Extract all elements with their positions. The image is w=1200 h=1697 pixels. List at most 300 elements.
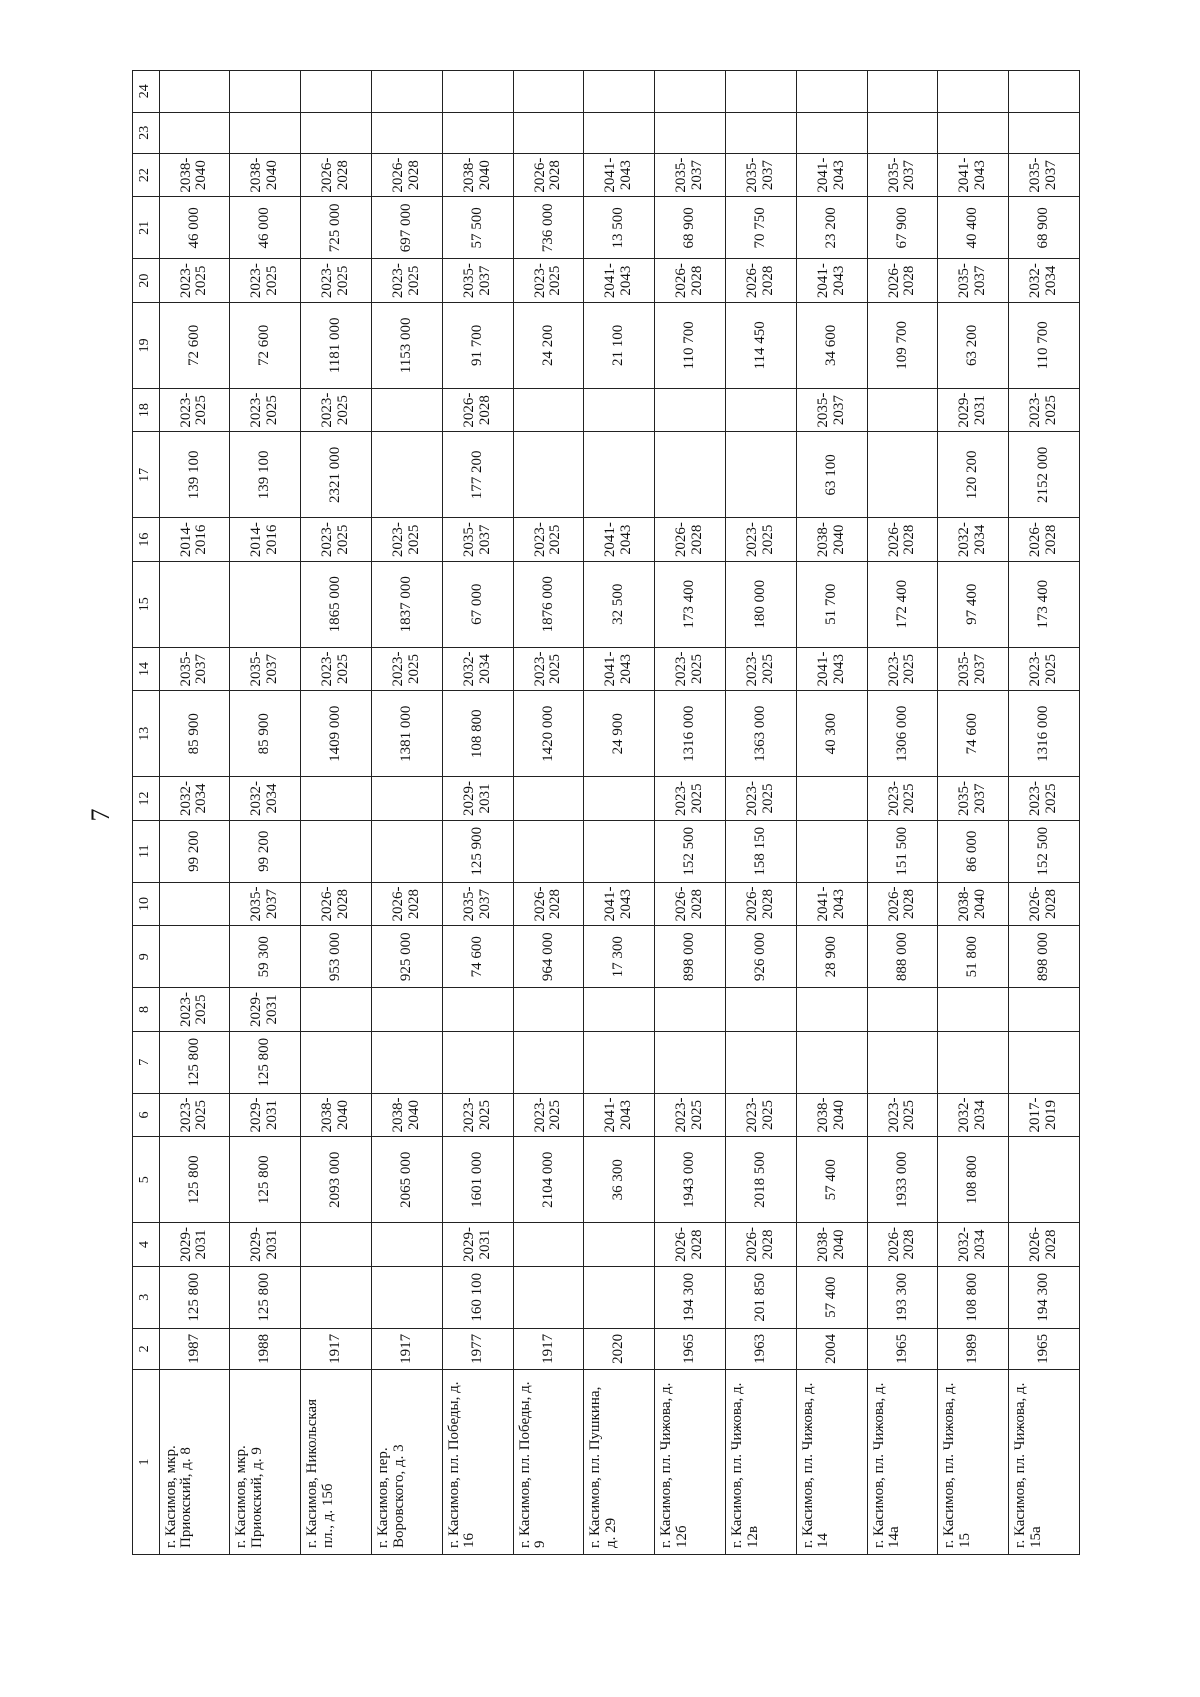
table-cell: 2032-2034 (159, 777, 230, 821)
table-cell: 2026-2028 (655, 259, 726, 303)
table-cell (655, 71, 726, 113)
table-cell: 2038-2040 (796, 1093, 867, 1137)
table-cell: 2026-2028 (867, 882, 938, 926)
table-cell (867, 988, 938, 1032)
table-cell: 2041-2043 (584, 882, 655, 926)
table-cell: 180 000 (725, 561, 796, 647)
table-cell (584, 1031, 655, 1093)
table-cell (655, 388, 726, 432)
table-cell: 2026-2028 (442, 388, 513, 432)
table-cell: 194 300 (1009, 1266, 1080, 1328)
table-cell: 2035-2037 (938, 259, 1009, 303)
column-number-cell: 13 (133, 691, 160, 777)
address-cell: г. Касимов, пл. Пушкина, д. 29 (584, 1370, 655, 1555)
table-cell (371, 71, 442, 113)
table-row (371, 71, 442, 1555)
table-row (796, 71, 867, 1555)
table-cell (655, 112, 726, 153)
table-cell: 2026-2028 (655, 518, 726, 562)
table-cell: 2023-2025 (513, 259, 584, 303)
table-cell: 925 000 (371, 926, 442, 988)
table-cell: 2026-2028 (371, 153, 442, 197)
table-cell: 2035-2037 (159, 647, 230, 691)
table-cell (230, 71, 301, 113)
table-cell: 1943 000 (655, 1137, 726, 1223)
table-cell (301, 1031, 372, 1093)
table-cell (513, 71, 584, 113)
table-cell: 1963 (725, 1328, 796, 1369)
table-cell: 177 200 (442, 432, 513, 518)
column-number-cell: 4 (133, 1223, 160, 1267)
table-cell (796, 777, 867, 821)
table-cell: 2023-2025 (301, 388, 372, 432)
table-cell: 2023-2025 (655, 1093, 726, 1137)
table-cell (371, 388, 442, 432)
table-cell (513, 1031, 584, 1093)
column-number-cell: 16 (133, 518, 160, 562)
table-cell: 2041-2043 (796, 153, 867, 197)
table-cell: 1917 (513, 1328, 584, 1369)
column-number-cell: 11 (133, 820, 160, 882)
table-cell: 2032-2034 (230, 777, 301, 821)
table-cell: 2032-2034 (938, 1093, 1009, 1137)
table-cell: 898 000 (1009, 926, 1080, 988)
table-cell (513, 432, 584, 518)
table-cell: 1988 (230, 1328, 301, 1369)
table-cell: 108 800 (442, 691, 513, 777)
table-cell (796, 71, 867, 113)
table-cell: 2026-2028 (513, 882, 584, 926)
table-cell: 74 600 (938, 691, 1009, 777)
table-cell: 68 900 (1009, 197, 1080, 259)
table-cell: 2035-2037 (725, 153, 796, 197)
table-cell: 2038-2040 (938, 882, 1009, 926)
table-cell: 125 900 (442, 820, 513, 882)
table-cell: 2321 000 (301, 432, 372, 518)
table-cell: 1989 (938, 1328, 1009, 1369)
table-cell: 2026-2028 (301, 882, 372, 926)
table-cell: 51 700 (796, 561, 867, 647)
table-cell: 114 450 (725, 302, 796, 388)
table-cell: 2023-2025 (159, 988, 230, 1032)
table-cell (938, 112, 1009, 153)
table-cell (867, 112, 938, 153)
table-cell: 2029-2031 (442, 1223, 513, 1267)
table-cell: 1420 000 (513, 691, 584, 777)
address-cell: г. Касимов, мкр. Приокский, д. 8 (159, 1370, 230, 1555)
table-cell (655, 1031, 726, 1093)
table-cell (371, 777, 442, 821)
column-number-cell: 15 (133, 561, 160, 647)
table-cell: 2023-2025 (1009, 388, 1080, 432)
table-cell: 173 400 (1009, 561, 1080, 647)
table-cell: 2026-2028 (655, 1223, 726, 1267)
table-cell (867, 71, 938, 113)
table-cell: 85 900 (159, 691, 230, 777)
table-cell: 725 000 (301, 197, 372, 259)
table-cell: 125 800 (230, 1266, 301, 1328)
table-cell: 109 700 (867, 302, 938, 388)
table-cell: 697 000 (371, 197, 442, 259)
table-cell: 24 200 (513, 302, 584, 388)
table-row (655, 71, 726, 1555)
table-cell: 2023-2025 (725, 518, 796, 562)
column-number-cell: 9 (133, 926, 160, 988)
table-cell (159, 112, 230, 153)
table-cell: 2023-2025 (230, 388, 301, 432)
table-cell: 2017-2019 (1009, 1093, 1080, 1137)
table-cell (584, 112, 655, 153)
table-cell: 158 150 (725, 820, 796, 882)
table-cell: 160 100 (442, 1266, 513, 1328)
column-number-cell: 5 (133, 1137, 160, 1223)
table-cell: 120 200 (938, 432, 1009, 518)
table-cell: 2023-2025 (655, 647, 726, 691)
table-cell: 2029-2031 (230, 1093, 301, 1137)
column-number-cell: 1 (133, 1370, 160, 1555)
table-cell: 2023-2025 (513, 518, 584, 562)
table-cell: 57 400 (796, 1266, 867, 1328)
address-cell: г. Касимов, пл. Чижова, д. 14 (796, 1370, 867, 1555)
table-cell: 2004 (796, 1328, 867, 1369)
table-cell (584, 432, 655, 518)
table-cell: 68 900 (655, 197, 726, 259)
table-cell (1009, 1137, 1080, 1223)
table-cell: 91 700 (442, 302, 513, 388)
table-cell: 2023-2025 (230, 259, 301, 303)
table-cell: 13 500 (584, 197, 655, 259)
table-row (1009, 71, 1080, 1555)
table-cell (938, 988, 1009, 1032)
table-cell: 2029-2031 (230, 1223, 301, 1267)
table-cell: 57 500 (442, 197, 513, 259)
table-cell (938, 1031, 1009, 1093)
column-number-cell: 21 (133, 197, 160, 259)
table-cell: 2026-2028 (655, 882, 726, 926)
table-cell (301, 71, 372, 113)
table-cell: 34 600 (796, 302, 867, 388)
table-cell: 2026-2028 (371, 882, 442, 926)
table-cell (159, 882, 230, 926)
table-cell: 2014-2016 (230, 518, 301, 562)
table-cell (442, 1031, 513, 1093)
column-number-cell: 14 (133, 647, 160, 691)
table-cell: 1965 (1009, 1328, 1080, 1369)
table-cell: 2041-2043 (938, 153, 1009, 197)
table-cell: 888 000 (867, 926, 938, 988)
table-cell (796, 1031, 867, 1093)
table-cell: 125 800 (159, 1137, 230, 1223)
table-cell (371, 1031, 442, 1093)
table-cell: 28 900 (796, 926, 867, 988)
table-cell: 125 800 (159, 1031, 230, 1093)
column-number-cell: 19 (133, 302, 160, 388)
table-cell: 2023-2025 (655, 777, 726, 821)
table-cell: 2026-2028 (513, 153, 584, 197)
table-cell: 2029-2031 (442, 777, 513, 821)
table-cell: 86 000 (938, 820, 1009, 882)
table-cell: 2023-2025 (725, 647, 796, 691)
table-cell: 2023-2025 (442, 1093, 513, 1137)
table-cell: 2038-2040 (442, 153, 513, 197)
table-cell: 1865 000 (301, 561, 372, 647)
table-cell: 172 400 (867, 561, 938, 647)
address-cell: г. Касимов, мкр. Приокский, д. 9 (230, 1370, 301, 1555)
table-cell: 2014-2016 (159, 518, 230, 562)
table-cell: 125 800 (230, 1137, 301, 1223)
table-row (584, 71, 655, 1555)
column-number-cell: 20 (133, 259, 160, 303)
table-cell: 1181 000 (301, 302, 372, 388)
table-container (132, 70, 1080, 1555)
column-number-cell: 7 (133, 1031, 160, 1093)
column-number-cell: 12 (133, 777, 160, 821)
table-cell: 152 500 (1009, 820, 1080, 882)
address-cell: г. Касимов, Никольская пл., д. 15б (301, 1370, 372, 1555)
table-cell: 2041-2043 (584, 259, 655, 303)
table-cell: 2023-2025 (867, 777, 938, 821)
address-cell: г. Касимов, пл. Чижова, д. 15а (1009, 1370, 1080, 1555)
table-cell (1009, 71, 1080, 113)
table-cell: 2026-2028 (867, 518, 938, 562)
table-cell: 1837 000 (371, 561, 442, 647)
address-cell: г. Касимов, пл. Чижова, д. 14а (867, 1370, 938, 1555)
table-cell: 2023-2025 (867, 1093, 938, 1137)
table-cell: 2038-2040 (796, 1223, 867, 1267)
table-cell: 110 700 (655, 302, 726, 388)
table-cell: 2041-2043 (796, 259, 867, 303)
table-cell (725, 388, 796, 432)
column-number-cell: 6 (133, 1093, 160, 1137)
table-cell: 2104 000 (513, 1137, 584, 1223)
table-cell (584, 777, 655, 821)
table-cell (655, 988, 726, 1032)
table-cell: 51 800 (938, 926, 1009, 988)
column-number-cell: 23 (133, 112, 160, 153)
table-cell: 2038-2040 (301, 1093, 372, 1137)
table-cell: 2041-2043 (584, 153, 655, 197)
table-cell: 2038-2040 (159, 153, 230, 197)
table-cell: 926 000 (725, 926, 796, 988)
table-row (230, 71, 301, 1555)
table-cell: 2041-2043 (584, 647, 655, 691)
table-cell: 1917 (301, 1328, 372, 1369)
table-cell (371, 1266, 442, 1328)
table-cell: 2041-2043 (584, 1093, 655, 1137)
table-cell: 2035-2037 (1009, 153, 1080, 197)
table-cell: 1381 000 (371, 691, 442, 777)
table-cell: 898 000 (655, 926, 726, 988)
table-cell: 67 000 (442, 561, 513, 647)
table-cell (301, 1223, 372, 1267)
table-cell (159, 926, 230, 988)
table-cell: 108 800 (938, 1137, 1009, 1223)
table-cell: 70 750 (725, 197, 796, 259)
table-cell: 32 500 (584, 561, 655, 647)
table-cell: 2023-2025 (301, 647, 372, 691)
table-row (513, 71, 584, 1555)
table-cell: 1965 (655, 1328, 726, 1369)
table-cell (301, 112, 372, 153)
table-cell: 63 100 (796, 432, 867, 518)
table-cell (513, 820, 584, 882)
table-cell: 2023-2025 (1009, 777, 1080, 821)
table-cell: 193 300 (867, 1266, 938, 1328)
table-cell: 74 600 (442, 926, 513, 988)
table-cell: 1933 000 (867, 1137, 938, 1223)
table-cell: 40 400 (938, 197, 1009, 259)
address-cell: г. Касимов, пл. Чижова, д. 15 (938, 1370, 1009, 1555)
table-cell (513, 988, 584, 1032)
table-cell (371, 432, 442, 518)
table-cell: 953 000 (301, 926, 372, 988)
column-number-cell: 2 (133, 1328, 160, 1369)
table-cell: 2035-2037 (938, 777, 1009, 821)
table-cell: 201 850 (725, 1266, 796, 1328)
table-cell: 2023-2025 (159, 388, 230, 432)
address-cell: г. Касимов, пер. Воровского, д. 3 (371, 1370, 442, 1555)
table-cell: 139 100 (159, 432, 230, 518)
table-cell (867, 388, 938, 432)
table-cell: 2032-2034 (938, 1223, 1009, 1267)
table-cell: 36 300 (584, 1137, 655, 1223)
table-cell (230, 561, 301, 647)
table-cell: 2023-2025 (159, 259, 230, 303)
column-number-cell: 22 (133, 153, 160, 197)
table-cell (725, 1031, 796, 1093)
table-cell: 2038-2040 (230, 153, 301, 197)
data-table (132, 70, 1080, 1555)
table-cell: 46 000 (159, 197, 230, 259)
table-cell: 2035-2037 (442, 259, 513, 303)
table-cell (513, 1223, 584, 1267)
table-cell: 17 300 (584, 926, 655, 988)
table-cell (301, 777, 372, 821)
column-number-cell: 8 (133, 988, 160, 1032)
table-row (938, 71, 1009, 1555)
table-cell: 2023-2025 (371, 518, 442, 562)
table-cell (1009, 112, 1080, 153)
table-cell (159, 71, 230, 113)
table-cell: 1409 000 (301, 691, 372, 777)
table-cell: 2038-2040 (796, 518, 867, 562)
table-cell: 151 500 (867, 820, 938, 882)
table-cell: 964 000 (513, 926, 584, 988)
table-cell (584, 988, 655, 1032)
table-cell (725, 112, 796, 153)
table-cell: 2026-2028 (725, 882, 796, 926)
table-cell: 152 500 (655, 820, 726, 882)
column-number-cell: 10 (133, 882, 160, 926)
table-cell (513, 777, 584, 821)
table-cell (796, 988, 867, 1032)
table-cell: 2023-2025 (371, 647, 442, 691)
table-cell: 1153 000 (371, 302, 442, 388)
table-cell (867, 1031, 938, 1093)
table-cell: 2029-2031 (938, 388, 1009, 432)
column-number-cell: 18 (133, 388, 160, 432)
column-number-cell: 17 (133, 432, 160, 518)
column-number-cell: 3 (133, 1266, 160, 1328)
table-cell: 194 300 (655, 1266, 726, 1328)
table-cell: 63 200 (938, 302, 1009, 388)
table-cell (584, 1223, 655, 1267)
table-cell (1009, 1031, 1080, 1093)
page-number: 7 (86, 808, 115, 822)
table-cell (230, 112, 301, 153)
table-cell: 2035-2037 (442, 518, 513, 562)
table-cell: 99 200 (159, 820, 230, 882)
table-cell: 1601 000 (442, 1137, 513, 1223)
table-cell (725, 988, 796, 1032)
table-cell (725, 71, 796, 113)
table-cell (584, 388, 655, 432)
table-cell: 108 800 (938, 1266, 1009, 1328)
table-cell: 2026-2028 (867, 1223, 938, 1267)
table-cell: 2035-2037 (867, 153, 938, 197)
table-cell (371, 112, 442, 153)
table-cell: 2020 (584, 1328, 655, 1369)
table-cell: 57 400 (796, 1137, 867, 1223)
table-cell: 2023-2025 (513, 1093, 584, 1137)
table-cell (867, 432, 938, 518)
table-cell: 2023-2025 (159, 1093, 230, 1137)
table-cell: 40 300 (796, 691, 867, 777)
table-cell: 1917 (371, 1328, 442, 1369)
table-cell: 2029-2031 (159, 1223, 230, 1267)
table-cell (584, 820, 655, 882)
table-cell (1009, 988, 1080, 1032)
table-cell: 2035-2037 (230, 882, 301, 926)
table-row (867, 71, 938, 1555)
table-cell: 23 200 (796, 197, 867, 259)
table-cell: 21 100 (584, 302, 655, 388)
table-cell: 2035-2037 (442, 882, 513, 926)
table-cell: 2023-2025 (371, 259, 442, 303)
address-cell: г. Касимов, пл. Победы, д. 16 (442, 1370, 513, 1555)
table-cell: 97 400 (938, 561, 1009, 647)
table-cell: 2026-2028 (1009, 882, 1080, 926)
table-cell: 1965 (867, 1328, 938, 1369)
table-cell: 1363 000 (725, 691, 796, 777)
table-cell: 67 900 (867, 197, 938, 259)
table-row (442, 71, 513, 1555)
table-cell: 110 700 (1009, 302, 1080, 388)
table-row (301, 71, 372, 1555)
table-cell: 2035-2037 (230, 647, 301, 691)
table-cell: 2035-2037 (655, 153, 726, 197)
table-cell: 2023-2025 (513, 647, 584, 691)
table-cell: 1977 (442, 1328, 513, 1369)
table-cell (371, 820, 442, 882)
table-cell: 2029-2031 (230, 988, 301, 1032)
header-row (133, 71, 160, 1555)
table-cell (513, 1266, 584, 1328)
table-cell: 1987 (159, 1328, 230, 1369)
table-cell: 1306 000 (867, 691, 938, 777)
table-cell: 2023-2025 (867, 647, 938, 691)
table-cell: 2026-2028 (1009, 1223, 1080, 1267)
table-cell: 24 900 (584, 691, 655, 777)
table-cell (301, 1266, 372, 1328)
table-cell (442, 112, 513, 153)
table-cell (371, 1223, 442, 1267)
table-cell: 2023-2025 (301, 259, 372, 303)
table-cell (513, 112, 584, 153)
table-cell (442, 988, 513, 1032)
table-cell: 46 000 (230, 197, 301, 259)
table-cell: 2065 000 (371, 1137, 442, 1223)
